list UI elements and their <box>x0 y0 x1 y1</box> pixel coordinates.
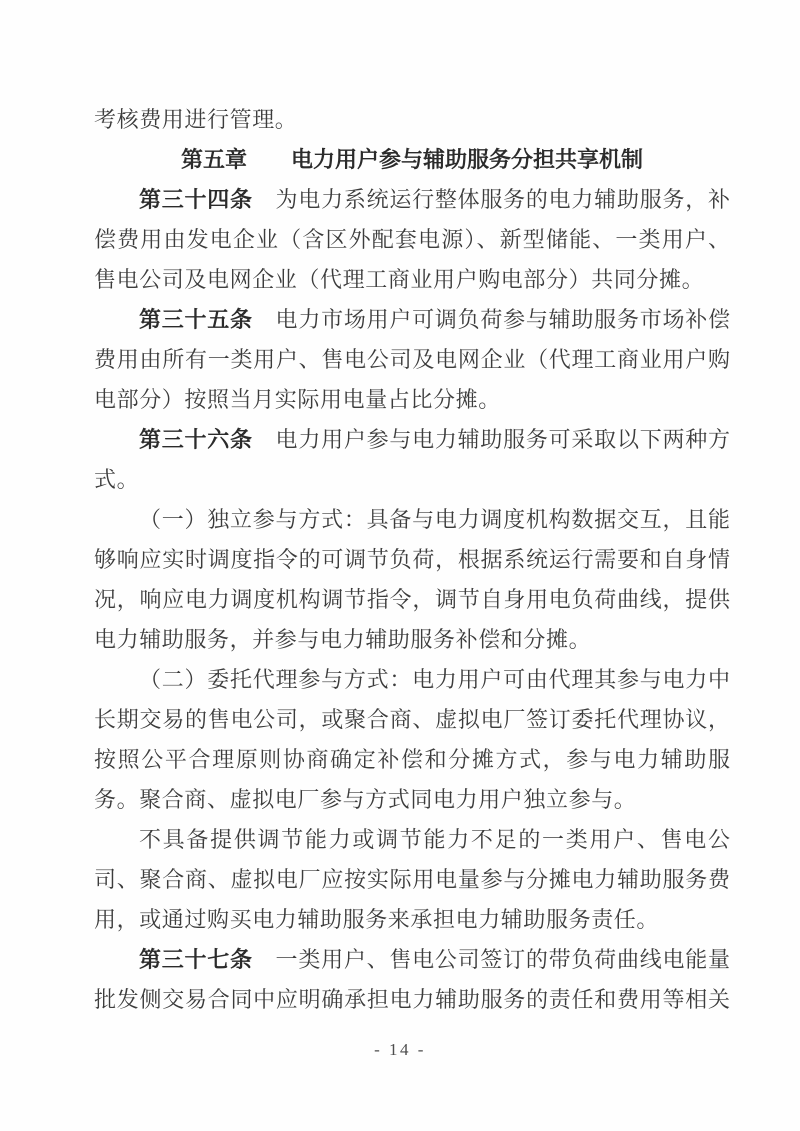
chapter-heading: 第五章 电力用户参与辅助服务分担共享机制 <box>180 147 643 172</box>
text-line: 电力辅助服务，并参与电力辅助服务补偿和分摊。 <box>94 627 592 652</box>
text-line: 够响应实时调度指令的可调节负荷，根据系统运行需要和自身情 <box>94 547 730 572</box>
article-number: 第三十四条 <box>139 187 253 212</box>
text-line: 费用由所有一类用户、售电公司及电网企业（代理工商业用户购 <box>94 347 730 372</box>
text-line: 用，或通过购买电力辅助服务来承担电力辅助服务责任。 <box>94 907 660 932</box>
item-2-start: （二）委托代理参与方式：电力用户可由代理其参与电力中 <box>139 667 730 692</box>
text-line: 按照公平合理原则协商确定补偿和分摊方式，参与电力辅助服 <box>94 747 730 772</box>
article-37-start: 第三十七条 一类用户、售电公司签订的带负荷曲线电能量 <box>139 947 730 972</box>
text-line: 况，响应电力调度机构调节指令，调节自身用电负荷曲线，提供 <box>94 587 730 612</box>
page-number: - 14 - <box>374 1040 426 1059</box>
text-line: 长期交易的售电公司，或聚合商、虚拟电厂签订委托代理协议， <box>94 707 730 732</box>
text-line: 式。 <box>94 467 140 492</box>
article-34-start: 第三十四条 为电力系统运行整体服务的电力辅助服务，补 <box>139 187 730 212</box>
text-line: 考核费用进行管理。 <box>94 107 298 132</box>
text-line: 司、聚合商、虚拟电厂应按实际用电量参与分摊电力辅助服务费 <box>94 867 730 892</box>
article-35-start: 第三十五条 电力市场用户可调负荷参与辅助服务市场补偿 <box>139 307 730 332</box>
text-line: 偿费用由发电企业（含区外配套电源）、新型储能、一类用户、 <box>94 227 730 252</box>
text-line: 务。聚合商、虚拟电厂参与方式同电力用户独立参与。 <box>94 787 637 812</box>
text-line: 批发侧交易合同中应明确承担电力辅助服务的责任和费用等相关 <box>94 987 730 1012</box>
text-line: 电部分）按照当月实际用电量占比分摊。 <box>94 387 501 412</box>
article-number: 第三十五条 <box>139 307 253 332</box>
text-line: 不具备提供调节能力或调节能力不足的一类用户、售电公 <box>139 827 730 852</box>
article-number: 第三十七条 <box>139 947 253 972</box>
article-number: 第三十六条 <box>139 427 253 452</box>
item-1-start: （一）独立参与方式：具备与电力调度机构数据交互，且能 <box>139 507 730 532</box>
document-body <box>94 100 730 1020</box>
article-36-start: 第三十六条 电力用户参与电力辅助服务可采取以下两种方 <box>139 427 730 452</box>
text-line: 售电公司及电网企业（代理工商业用户购电部分）共同分摊。 <box>94 267 705 292</box>
